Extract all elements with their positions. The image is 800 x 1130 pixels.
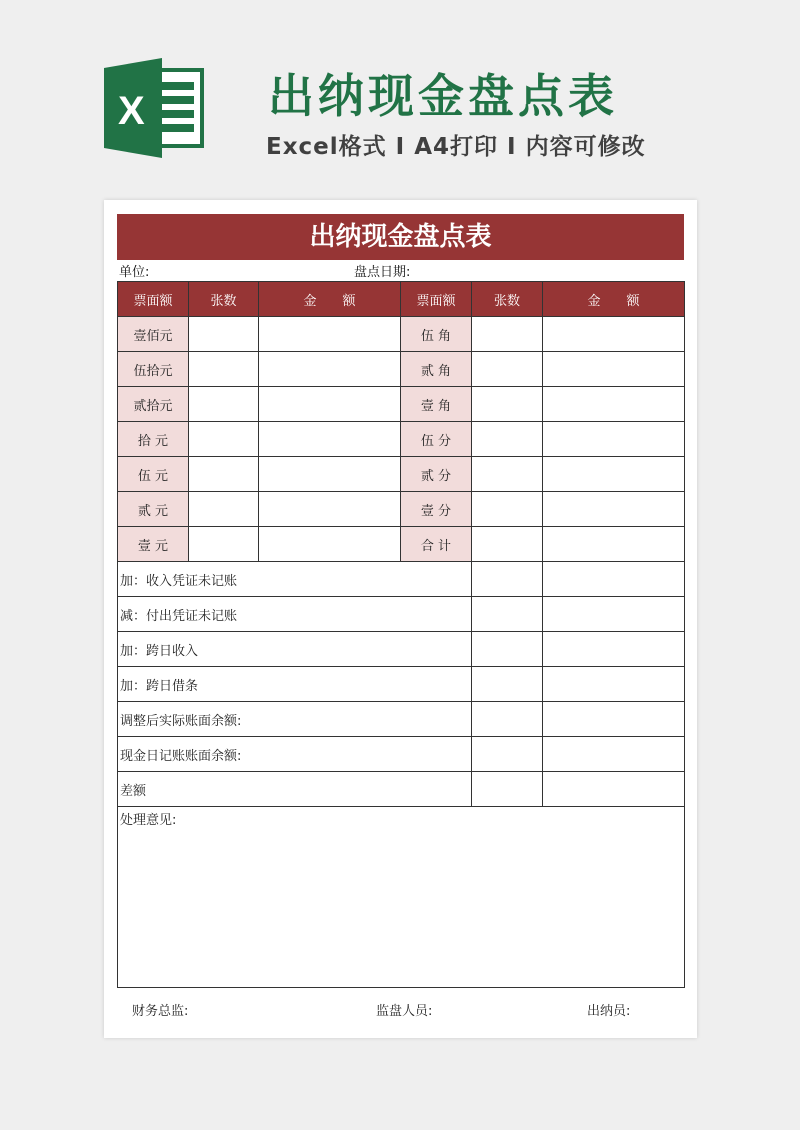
- adjustment-label: 调整后实际账面余额:: [118, 702, 472, 737]
- header-cell: 票面额: [401, 282, 472, 317]
- denomination-cell: 伍拾元: [118, 352, 189, 387]
- denomination-cell: 拾 元: [118, 422, 189, 457]
- denomination-cell: 贰 分: [401, 457, 472, 492]
- denomination-cell: 伍 元: [118, 457, 189, 492]
- value-cell[interactable]: [472, 772, 543, 807]
- amount-cell[interactable]: [543, 422, 685, 457]
- value-cell[interactable]: [543, 562, 685, 597]
- amount-cell[interactable]: [259, 387, 401, 422]
- value-cell[interactable]: [472, 562, 543, 597]
- table-row: [118, 737, 685, 772]
- amount-cell[interactable]: [543, 492, 685, 527]
- amount-cell[interactable]: [543, 387, 685, 422]
- adjustment-label: 减：付出凭证未记账: [118, 597, 472, 632]
- amount-cell[interactable]: [543, 527, 685, 562]
- table-row: [118, 772, 685, 807]
- table-row: [118, 422, 685, 457]
- table-row: [118, 387, 685, 422]
- denomination-cell: 伍 分: [401, 422, 472, 457]
- count-cell[interactable]: [189, 387, 259, 422]
- denomination-cell: 壹 元: [118, 527, 189, 562]
- value-cell[interactable]: [543, 597, 685, 632]
- unit-label: 单位:: [119, 265, 150, 280]
- table-row: [118, 702, 685, 737]
- sheet-title: 出纳现金盘点表: [117, 214, 684, 260]
- svg-text:X: X: [118, 89, 145, 133]
- adjustment-label: 差额: [118, 772, 472, 807]
- comment-row: [118, 807, 685, 988]
- denomination-cell: 伍 角: [401, 317, 472, 352]
- cash-count-table: [117, 281, 685, 988]
- denomination-cell: 壹佰元: [118, 317, 189, 352]
- denomination-cell: 贰 元: [118, 492, 189, 527]
- amount-cell[interactable]: [259, 317, 401, 352]
- count-cell[interactable]: [189, 492, 259, 527]
- table-row: [118, 457, 685, 492]
- denomination-cell: 贰 角: [401, 352, 472, 387]
- count-cell[interactable]: [472, 527, 543, 562]
- adjustment-label: 现金日记账账面余额:: [118, 737, 472, 772]
- value-cell[interactable]: [472, 667, 543, 702]
- amount-cell[interactable]: [543, 457, 685, 492]
- footer-cashier: 出纳员:: [587, 1004, 631, 1019]
- table-row: [118, 317, 685, 352]
- header-row: [118, 282, 685, 317]
- amount-cell[interactable]: [259, 457, 401, 492]
- amount-cell[interactable]: [259, 422, 401, 457]
- amount-cell[interactable]: [543, 352, 685, 387]
- excel-logo-icon: [104, 58, 204, 158]
- count-cell[interactable]: [472, 492, 543, 527]
- count-cell[interactable]: [189, 457, 259, 492]
- denomination-cell: 壹 角: [401, 387, 472, 422]
- denomination-cell: 壹 分: [401, 492, 472, 527]
- header-cell: 金 额: [259, 282, 401, 317]
- banner-subtitle: Excel格式 I A4打印 I 内容可修改: [266, 134, 646, 160]
- value-cell[interactable]: [472, 702, 543, 737]
- value-cell[interactable]: [472, 737, 543, 772]
- sheet-page: [104, 200, 697, 1038]
- count-cell[interactable]: [189, 352, 259, 387]
- date-label: 盘点日期:: [354, 265, 411, 280]
- count-cell[interactable]: [472, 457, 543, 492]
- count-cell[interactable]: [189, 317, 259, 352]
- header-cell: 张数: [472, 282, 543, 317]
- header-cell: 金 额: [543, 282, 685, 317]
- amount-cell[interactable]: [259, 492, 401, 527]
- count-cell[interactable]: [472, 352, 543, 387]
- banner-title: 出纳现金盘点表: [268, 69, 618, 123]
- value-cell[interactable]: [543, 667, 685, 702]
- header-cell: 张数: [189, 282, 259, 317]
- table-row: [118, 562, 685, 597]
- value-cell[interactable]: [543, 632, 685, 667]
- amount-cell[interactable]: [259, 352, 401, 387]
- footer-supervisor: 监盘人员:: [376, 1004, 433, 1019]
- header-cell: 票面额: [118, 282, 189, 317]
- value-cell[interactable]: [472, 632, 543, 667]
- adjustment-label: 加：跨日借条: [118, 667, 472, 702]
- denomination-cell: 合 计: [401, 527, 472, 562]
- count-cell[interactable]: [472, 422, 543, 457]
- amount-cell[interactable]: [259, 527, 401, 562]
- table-row: [118, 632, 685, 667]
- footer-finance-director: 财务总监:: [132, 1004, 189, 1019]
- amount-cell[interactable]: [543, 317, 685, 352]
- count-cell[interactable]: [472, 317, 543, 352]
- denomination-cell: 贰拾元: [118, 387, 189, 422]
- comment-cell[interactable]: 处理意见:: [118, 807, 685, 988]
- table-row: [118, 492, 685, 527]
- adjustment-label: 加：跨日收入: [118, 632, 472, 667]
- value-cell[interactable]: [543, 737, 685, 772]
- adjustment-label: 加：收入凭证未记账: [118, 562, 472, 597]
- table-row: [118, 352, 685, 387]
- count-cell[interactable]: [189, 527, 259, 562]
- value-cell[interactable]: [472, 597, 543, 632]
- count-cell[interactable]: [189, 422, 259, 457]
- count-cell[interactable]: [472, 387, 543, 422]
- table-row: [118, 527, 685, 562]
- table-row: [118, 667, 685, 702]
- value-cell[interactable]: [543, 772, 685, 807]
- value-cell[interactable]: [543, 702, 685, 737]
- table-row: [118, 597, 685, 632]
